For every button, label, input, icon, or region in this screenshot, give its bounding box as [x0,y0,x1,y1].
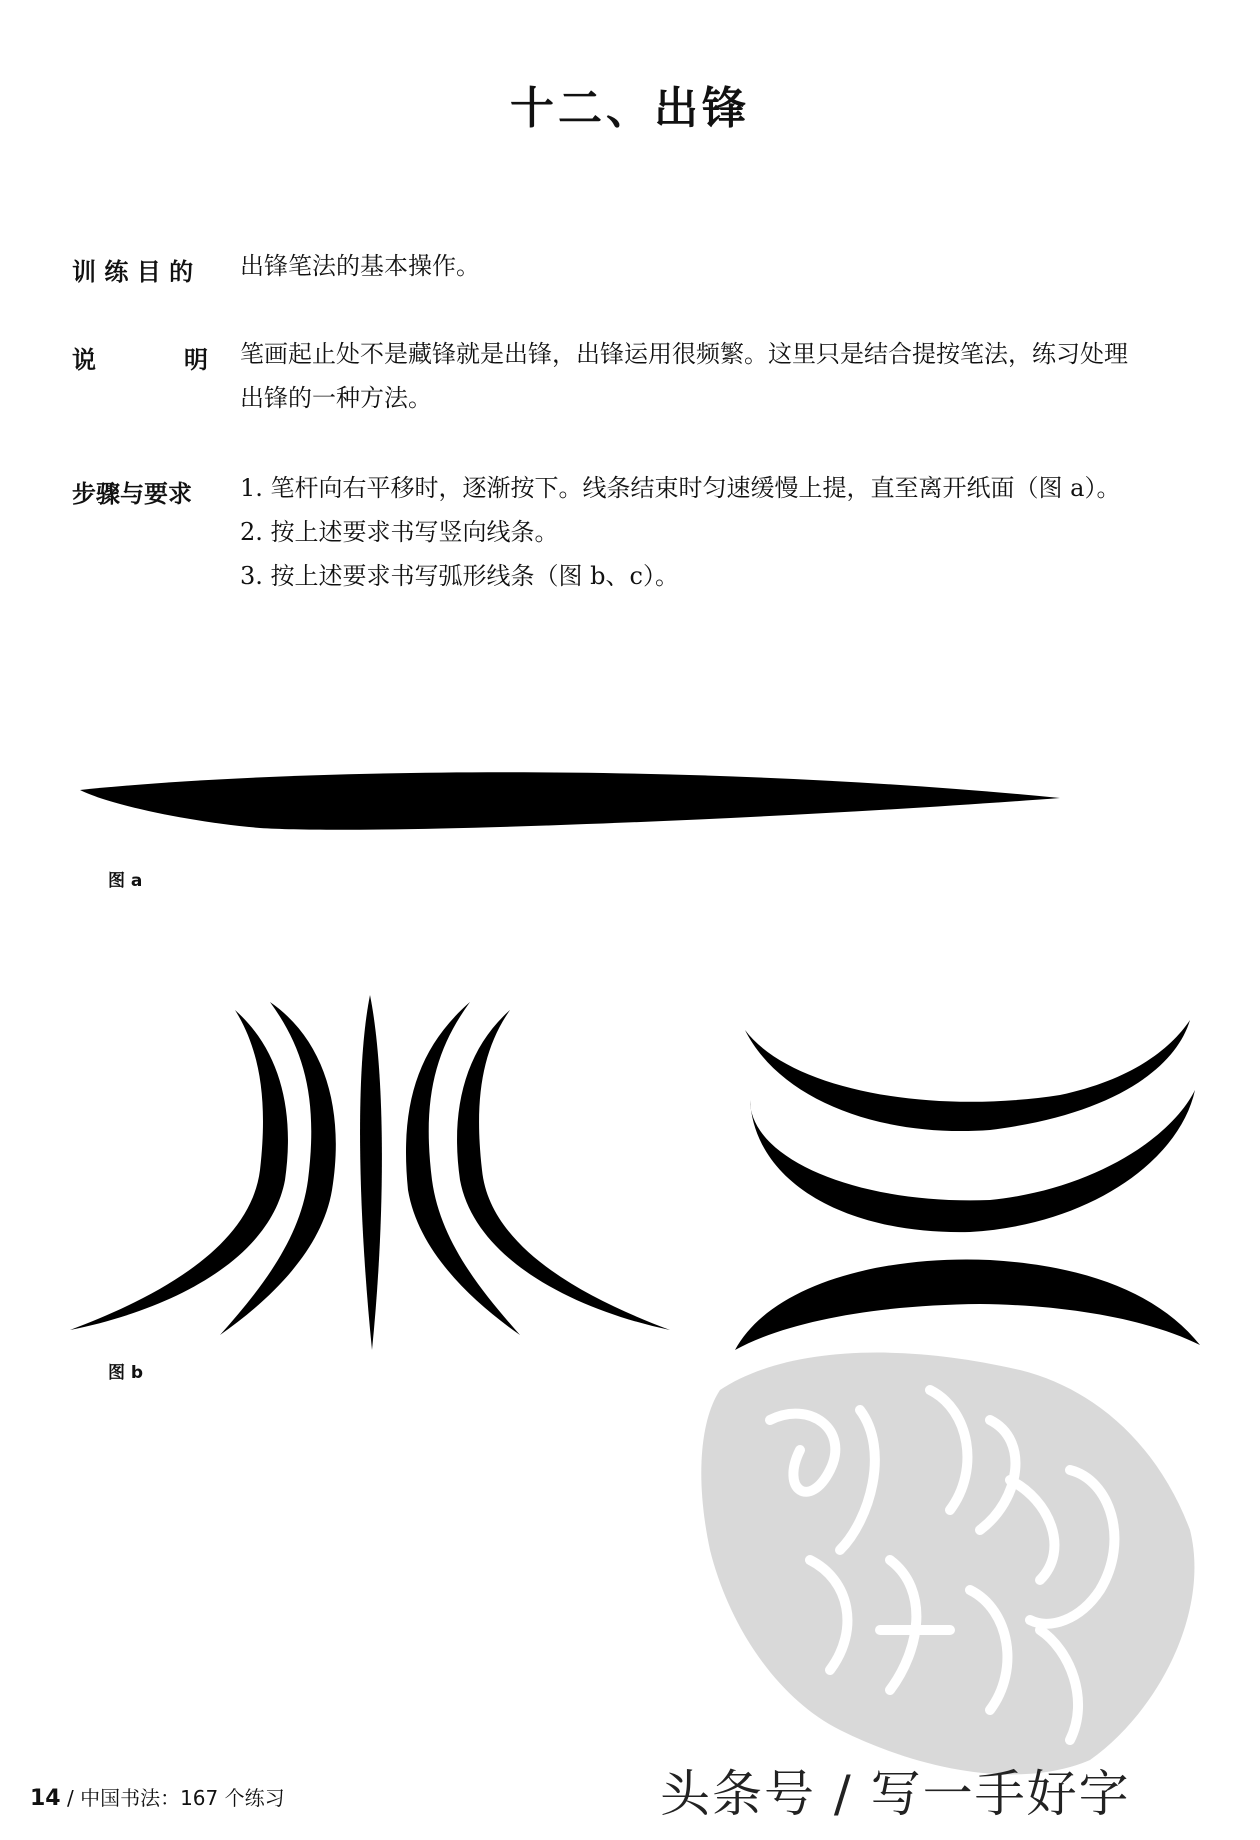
vertical-stroke-center [360,995,382,1350]
horizontal-stroke [80,772,1060,829]
page-title: 十二、出锋 [510,83,750,134]
watermark-text: 头条号 / 写一手好字 [660,1765,1131,1823]
steps-label: 步骤与要求 [72,480,192,508]
page-number: 14 [30,1786,61,1811]
explanation-label: 说明 [72,346,208,374]
steps-list [240,466,1200,598]
page-footer [30,1782,285,1811]
arc-stroke-top [745,1020,1190,1131]
arc-stroke-outer-left [70,1010,288,1330]
steps-list-wrap [240,466,1200,598]
step-item-2: 2. 按上述要求书写竖向线条。 [240,518,559,546]
figure-c-strokes [730,1020,1200,1350]
figure-b-strokes [70,990,690,1350]
figure-a-label: 图 a [108,871,143,891]
purpose-text: 出锋笔法的基本操作。 [240,252,480,280]
purpose-label: 训 练 目 的 [72,258,194,286]
explanation-text [240,332,1200,420]
step-item-3: 3. 按上述要求书写弧形线条（图 b、c）。 [240,562,679,590]
seal-stamp-icon [690,1330,1210,1790]
step-item-1: 1. 笔杆向右平移时，逐渐按下。线条结束时匀速缓慢上提，直至离开纸面（图 a）。 [240,474,1121,502]
explanation-line-2: 出锋的一种方法。 [240,384,432,412]
figure-a-stroke [70,760,1070,850]
explanation-line-1: 笔画起止处不是藏锋就是出锋，出锋运用很频繁。这里只是结合提按笔法，练习处理 [240,340,1128,368]
arc-stroke-outer-right [457,1010,670,1330]
figure-b-label: 图 b [108,1363,144,1383]
book-title: / 中国书法：167 个练习 [66,1786,285,1810]
